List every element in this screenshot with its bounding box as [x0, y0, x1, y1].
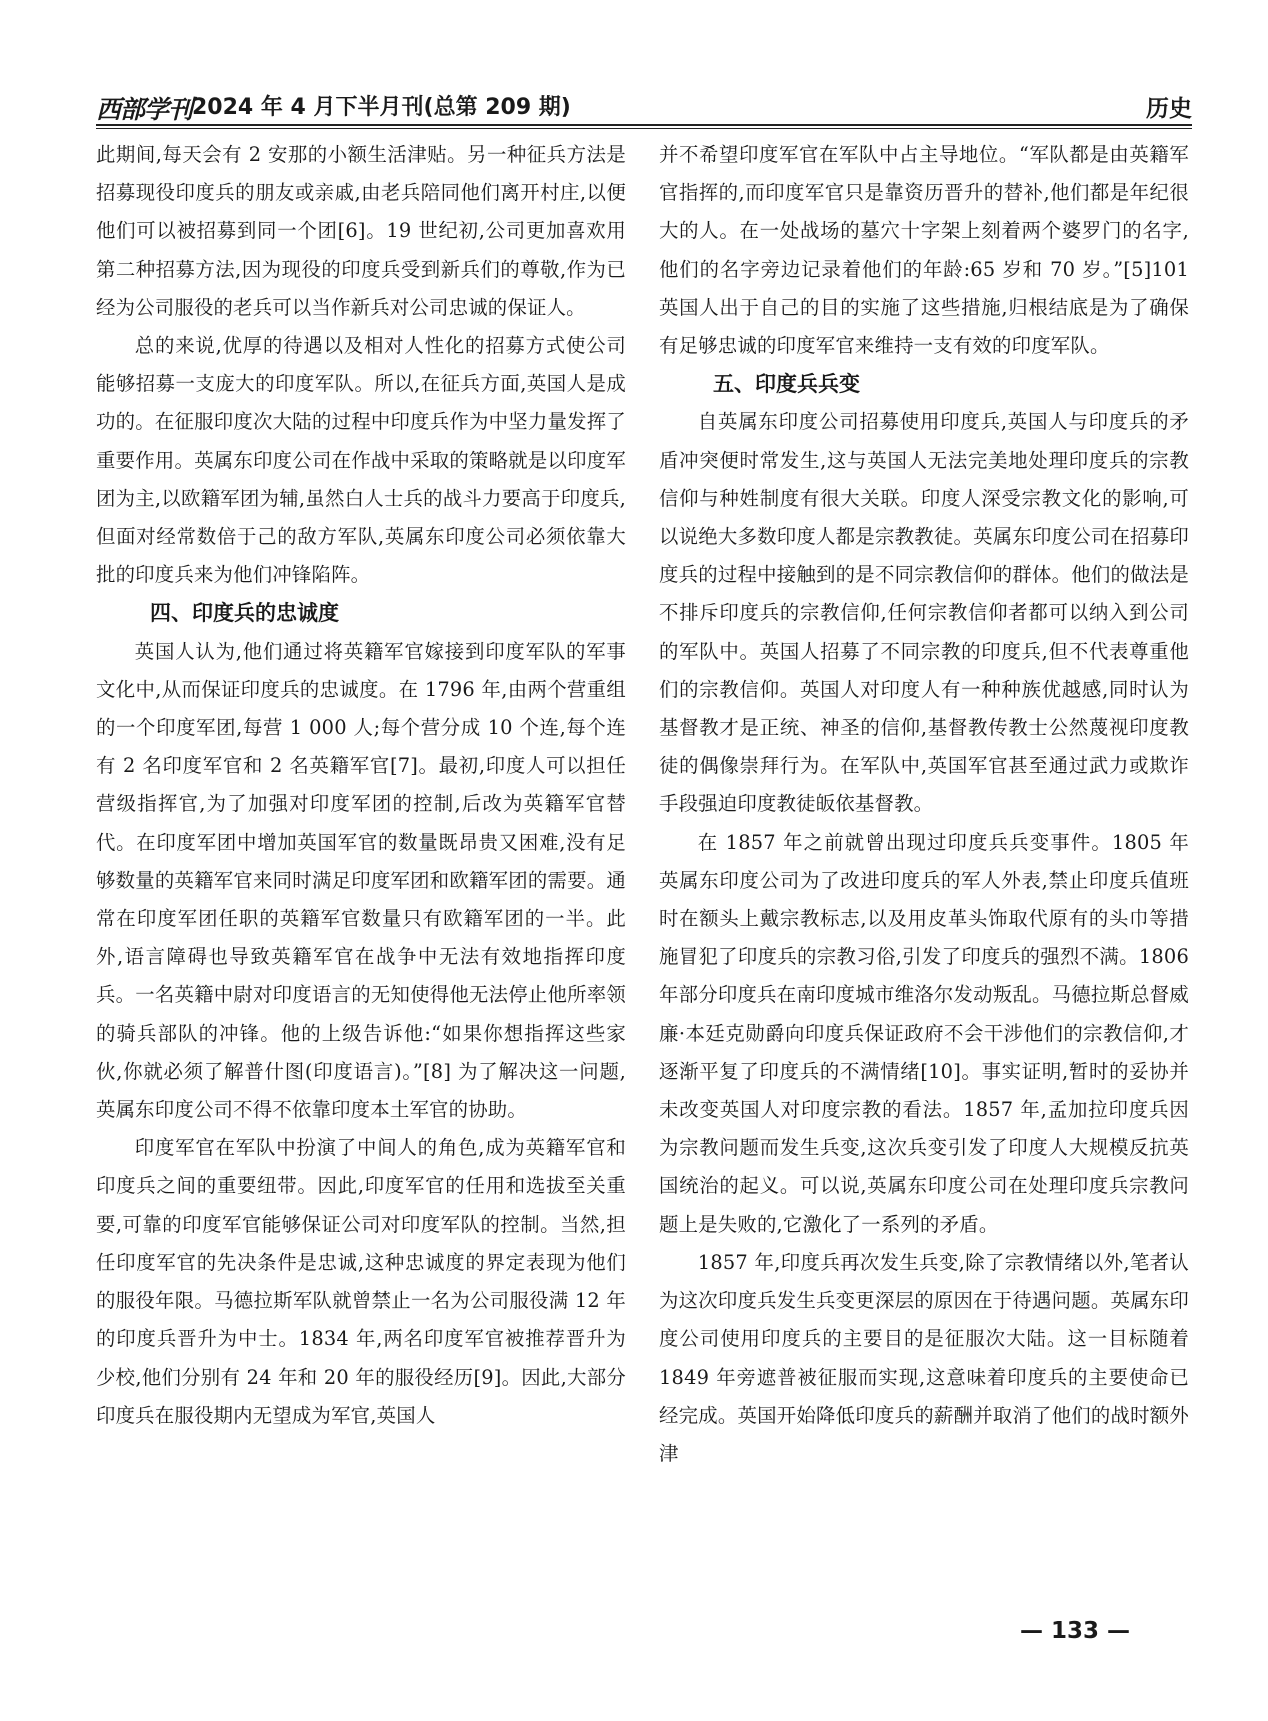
paragraph: 英国人认为,他们通过将英籍军官嫁接到印度军队的军事文化中,从而保证印度兵的忠诚度。在 1796 年,由两个营重组的一个印度军团,每营 1 000 人;每个营分成 10 个连,每个连有 2 名印度军官和 2 名英籍军官[7]。最初,印度人可以担任营级指挥官,为了加强对印度军团的控制,后改为英籍军官替代。在印度军团中增加英国军官的数量既昂贵又困难,没有足够数量的英籍军官来同时满足印度军团和欧籍军团的需要。通常在印度军团任职的英籍军官数量只有欧籍军团的一半。此外,语言障碍也导致英籍军官在战争中无法有效地指挥印度兵。一名英籍中尉对印度语言的无知使得他无法停止他所率领的骑兵部队的冲锋。他的上级告诉他:“如果你想指挥这些家伙,你就必须了解普什图(印度语言)。”[8] 为了解决这一问题,英属东印度公司不得不依靠印度本土军官的协助。 — [96, 639, 626, 1122]
section-label: 历史 — [1146, 96, 1192, 122]
page-number: — 133 — — [1020, 1618, 1131, 1644]
section-heading: 四、印度兵的忠诚度 — [150, 601, 339, 626]
paragraph: 并不希望印度军官在军队中占主导地位。“军队都是由英籍军官指挥的,而印度军官只是靠资历晋升的替补,他们都是年纪很大的人。在一处战场的墓穴十字架上刻着两个婆罗门的名字,他们的名字旁边记录着他们的年龄:65 岁和 70 岁。”[5]101 英国人出于自己的目的实施了这些措施,归根结底是为了确保有足够忠诚的印度军官来维持一支有效的印度军队。 — [659, 143, 1189, 358]
journal-logo: 西部学刊 — [96, 95, 193, 124]
paragraph: 总的来说,优厚的待遇以及相对人性化的招募方式使公司能够招募一支庞大的印度军队。所以,在征兵方面,英国人是成功的。在征服印度次大陆的过程中印度兵作为中坚力量发挥了重要作用。英属东印度公司在作战中采取的策略就是以印度军团为主,以欧籍军团为辅,虽然白人士兵的战斗力要高于印度兵,但面对经常数倍于己的敌方军队,英属东印度公司必须依靠大批的印度兵来为他们冲锋陷阵。 — [96, 334, 626, 587]
paragraph: 自英属东印度公司招募使用印度兵,英国人与印度兵的矛盾冲突便时常发生,这与英国人无法完美地处理印度兵的宗教信仰与种姓制度有很大关联。印度人深受宗教文化的影响,可以说绝大多数印度人都是宗教教徒。英属东印度公司在招募印度兵的过程中接触到的是不同宗教信仰的群体。他们的做法是不排斥印度兵的宗教信仰,任何宗教信仰者都可以纳入到公司的军队中。英国人招募了不同宗教的印度兵,但不代表尊重他们的宗教信仰。英国人对印度人有一种种族优越感,同时认为基督教才是正统、神圣的信仰,基督教传教士公然蔑视印度教徒的偶像崇拜行为。在军队中,英国军官甚至通过武力或欺诈手段强迫印度教徒皈依基督教。 — [659, 410, 1189, 816]
page-header — [96, 86, 1192, 126]
left-column — [96, 136, 626, 1435]
paragraph: 在 1857 年之前就曾出现过印度兵兵变事件。1805 年英属东印度公司为了改进印度兵的军人外表,禁止印度兵值班时在额头上戴宗教标志,以及用皮革头饰取代原有的头巾等措施冒犯了印度兵的宗教习俗,引发了印度兵的强烈不满。1806 年部分印度兵在南印度城市维洛尔发动叛乱。马德拉斯总督威廉·本廷克勋爵向印度兵保证政府不会干涉他们的宗教信仰,才逐渐平复了印度兵的不满情绪[10]。事实证明,暂时的妥协并未改变英国人对印度宗教的看法。1857 年,孟加拉印度兵因为宗教问题而发生兵变,这次兵变引发了印度人大规模反抗英国统治的起义。可以说,英属东印度公司在处理印度兵宗教问题上是失败的,它激化了一系列的矛盾。 — [659, 830, 1189, 1236]
header-rule-thin — [96, 128, 1192, 129]
right-column — [659, 136, 1189, 1473]
paragraph: 印度军官在军队中扮演了中间人的角色,成为英籍军官和印度兵之间的重要纽带。因此,印度军官的任用和选拔至关重要,可靠的印度军官能够保证公司对印度军队的控制。当然,担任印度军官的先决条件是忠诚,这种忠诚度的界定表现为他们的服役年限。马德拉斯军队就曾禁止一名为公司服役满 12 年的印度兵晋升为中士。1834 年,两名印度军官被推荐晋升为少校,他们分别有 24 年和 20 年的服役经历[9]。因此,大部分印度兵在服役期内无望成为军官,英国人 — [96, 1136, 626, 1427]
section-heading: 五、印度兵兵变 — [713, 372, 860, 397]
paragraph: 此期间,每天会有 2 安那的小额生活津贴。另一种征兵方法是招募现役印度兵的朋友或亲戚,由老兵陪同他们离开村庄,以便他们可以被招募到同一个团[6]。19 世纪初,公司更加喜欢用第二种招募方法,因为现役的印度兵受到新兵们的尊敬,作为已经为公司服役的老兵可以当作新兵对公司忠诚的保证人。 — [96, 143, 626, 319]
paragraph: 1857 年,印度兵再次发生兵变,除了宗教情绪以外,笔者认为这次印度兵发生兵变更深层的原因在于待遇问题。英属东印度公司使用印度兵的主要目的是征服次大陆。这一目标随着 1849 年旁遮普被征服而实现,这意味着印度兵的主要使命已经完成。英国开始降低印度兵的薪酬并取消了他们的战时额外津 — [659, 1250, 1189, 1465]
issue-info: 2024 年 4 月下半月刊(总第 209 期) — [192, 95, 571, 120]
header-rule — [96, 124, 1192, 126]
